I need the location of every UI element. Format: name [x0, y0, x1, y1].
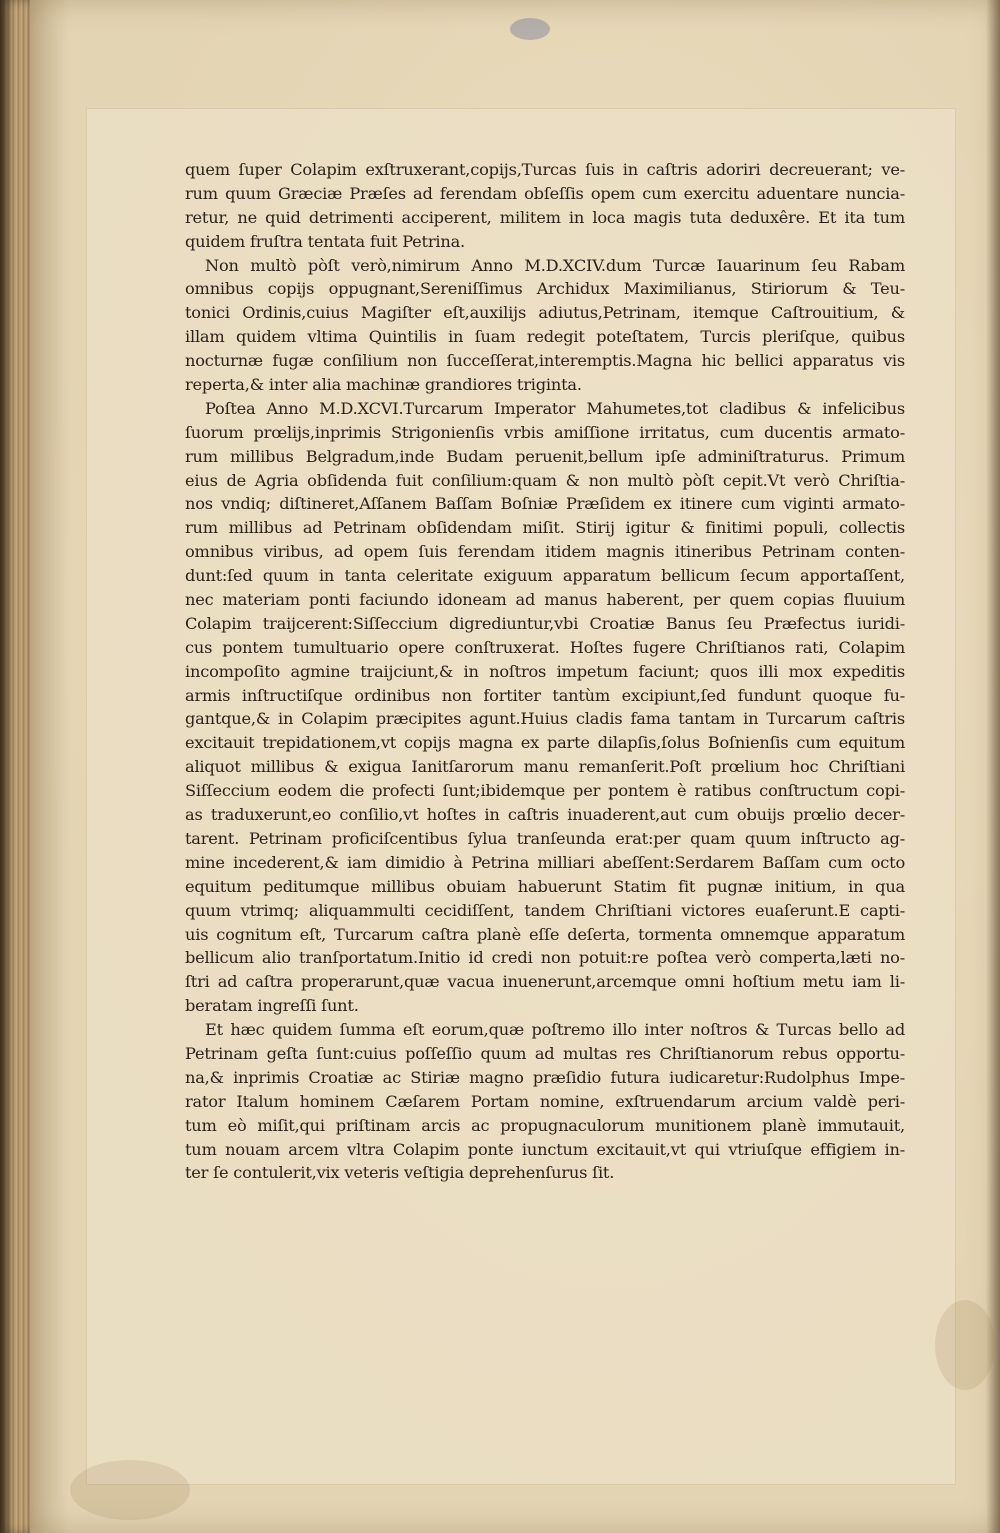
text-line: gantque,& in Colapim præcipites agunt.Huius cladis fama tantam in Turcarum caſtris: [185, 709, 905, 729]
text-line: incompoſito agmine traijciunt,& in noſtros impetum faciunt; quos illi mox expeditis: [185, 661, 905, 681]
paper-stain: [70, 1460, 190, 1520]
text-line: mine incederent,& iam dimidio à Petrina milliari abeſſent:Serdarem Baſſam cum octo: [185, 852, 905, 872]
text-line: tonici Ordinis,cuius Magiſter eſt,auxilijs adiutus,Petrinam, itemque Caſtrouitium, &: [185, 303, 905, 323]
text-line: quum vtrimq; aliquammulti cecidiſſent, tandem Chriſtiani victores euaſerunt.E capti-: [185, 900, 905, 920]
text-line: Et hæc quidem ſumma eſt eorum,quæ poſtremo illo inter noſtros & Turcas bello ad: [205, 1020, 905, 1040]
text-line: ſtri ad caſtra properarunt,quæ vacua inuenerunt,arcemque omni hoſtium metu iam li-: [185, 972, 905, 992]
text-line: excitauit trepidationem,vt copijs magna ex parte dilapſis,ſolus Boſnienſis cum equitum: [185, 733, 905, 753]
text-line: as traduxerunt,eo conſilio,vt hoſtes in caſtris inuaderent,aut cum obuijs prœlio decer-: [185, 805, 905, 825]
text-line: reperta,& inter alia machinæ grandiores triginta.: [185, 375, 582, 395]
text-line: omnibus copijs oppugnant,Sereniſſimus Archidux Maximilianus, Stiriorum & Teu-: [185, 279, 905, 299]
body-text: [185, 158, 905, 1185]
ink-blot: [510, 18, 550, 40]
spine-shadow: [986, 0, 1000, 1533]
text-line: retur, ne quid detrimenti acciperent, militem in loca magis tuta deduxêre. Et ita tum: [185, 207, 905, 227]
text-line: omnibus viribus, ad opem ſuis ferendam itidem magnis itineribus Petrinam conten-: [185, 542, 905, 562]
text-line: tarent. Petrinam proficiſcentibus ſylua tranſeunda erat:per quam quum inſtructo ag-: [185, 828, 905, 848]
text-line: nec materiam ponti faciundo idoneam ad manus haberent, per quem copias fluuium: [185, 590, 905, 610]
paper-stain: [935, 1300, 995, 1390]
text-line: ſuorum prœlijs,inprimis Strigonienſis vrbis amiſſione irritatus, cum ducentis armato-: [185, 422, 905, 442]
text-line: quidem fruſtra tentata fuit Petrina.: [185, 231, 465, 251]
text-line: Siſſeccium eodem die profecti ſunt;ibidemque per pontem è ratibus conſtructum copi-: [185, 781, 905, 801]
text-line: rum millibus ad Petrinam obſidendam miſit. Stirij igitur & finitimi populi, collectis: [185, 518, 905, 538]
text-line: Petrinam geſta ſunt:cuius poſſeſſio quum ad multas res Chriſtianorum rebus opportu-: [185, 1043, 905, 1063]
text-line: na,& inprimis Croatiæ ac Stiriæ magno præſidio futura iudicaretur:Rudolphus Impe-: [185, 1067, 905, 1087]
text-line: tum eò miſit,qui priſtinam arcis ac propugnaculorum munitionem planè immutauit,: [185, 1115, 905, 1135]
text-line: nocturnæ fugæ conſilium non ſucceſſerat,interemptis.Magna hic bellici apparatus vis: [185, 351, 905, 371]
text-line: rum millibus Belgradum,inde Budam peruenit,bellum ipſe adminiſtraturus. Primum: [185, 446, 905, 466]
text-line: illam quidem vltima Quintilis in ſuam redegit poteſtatem, Turcis pleriſque, quibus: [185, 327, 905, 347]
text-line: dunt:ſed quum in tanta celeritate exiguum apparatum bellicum ſecum apportaſſent,: [185, 566, 905, 586]
text-line: uis cognitum eſt, Turcarum caſtra planè eſſe deſerta, tormenta omnemque apparatum: [185, 924, 905, 944]
text-line: nos vndiq; diſtineret,Aſſanem Baſſam Boſniæ Præſidem ex itinere cum viginti armato-: [185, 494, 905, 514]
text-line: rator Italum hominem Cæſarem Portam nomine, exſtruendarum arcium valdè peri-: [185, 1091, 905, 1111]
text-line: bellicum alio tranſportatum.Initio id credi non potuit:re poſtea verò comperta,læti no-: [185, 948, 905, 968]
text-line: equitum peditumque millibus obuiam habuerunt Statim fit pugnæ initium, in qua: [185, 876, 905, 896]
text-line: Colapim traijcerent:Siſſeccium digrediuntur,vbi Croatiæ Banus ſeu Præfectus iuridi-: [185, 613, 905, 633]
text-line: tum nouam arcem vltra Colapim ponte iunctum excitauit,vt qui vtriuſque effigiem in-: [185, 1139, 905, 1159]
text-line: ter ſe contulerit,vix veteris veſtigia deprehenſurus ſit.: [185, 1163, 615, 1183]
text-line: eius de Agria obſidenda fuit conſilium:quam & non multò pòſt cepit.Vt verò Chriſtia-: [185, 470, 905, 490]
text-line: rum quum Græciæ Præſes ad ferendam obſeſſis opem cum exercitu aduentare nuncia-: [185, 183, 905, 203]
text-line: aliquot millibus & exigua Ianitſarorum manu remanſerit.Poſt prœlium hoc Chriſtiani: [185, 757, 905, 777]
text-line: cus pontem tumultuario opere conſtruxerat. Hoſtes fugere Chriſtianos rati, Colapim: [185, 637, 905, 657]
text-line: quem ſuper Colapim exſtruxerant,copijs,Turcas ſuis in caſtris adoriri decreuerant; ve-: [185, 160, 905, 179]
text-line: Non multò pòſt verò,nimirum Anno M.D.XCIV.dum Turcæ Iauarinum ſeu Rabam: [205, 255, 905, 275]
text-line: beratam ingreſſi ſunt.: [185, 996, 359, 1016]
text-line: armis inſtructiſque ordinibus non fortiter tantùm excipiunt,ſed fundunt quoque fu-: [185, 685, 905, 705]
text-line: Poſtea Anno M.D.XCVI.Turcarum Imperator Mahumetes,tot cladibus & infelicibus: [205, 398, 905, 418]
